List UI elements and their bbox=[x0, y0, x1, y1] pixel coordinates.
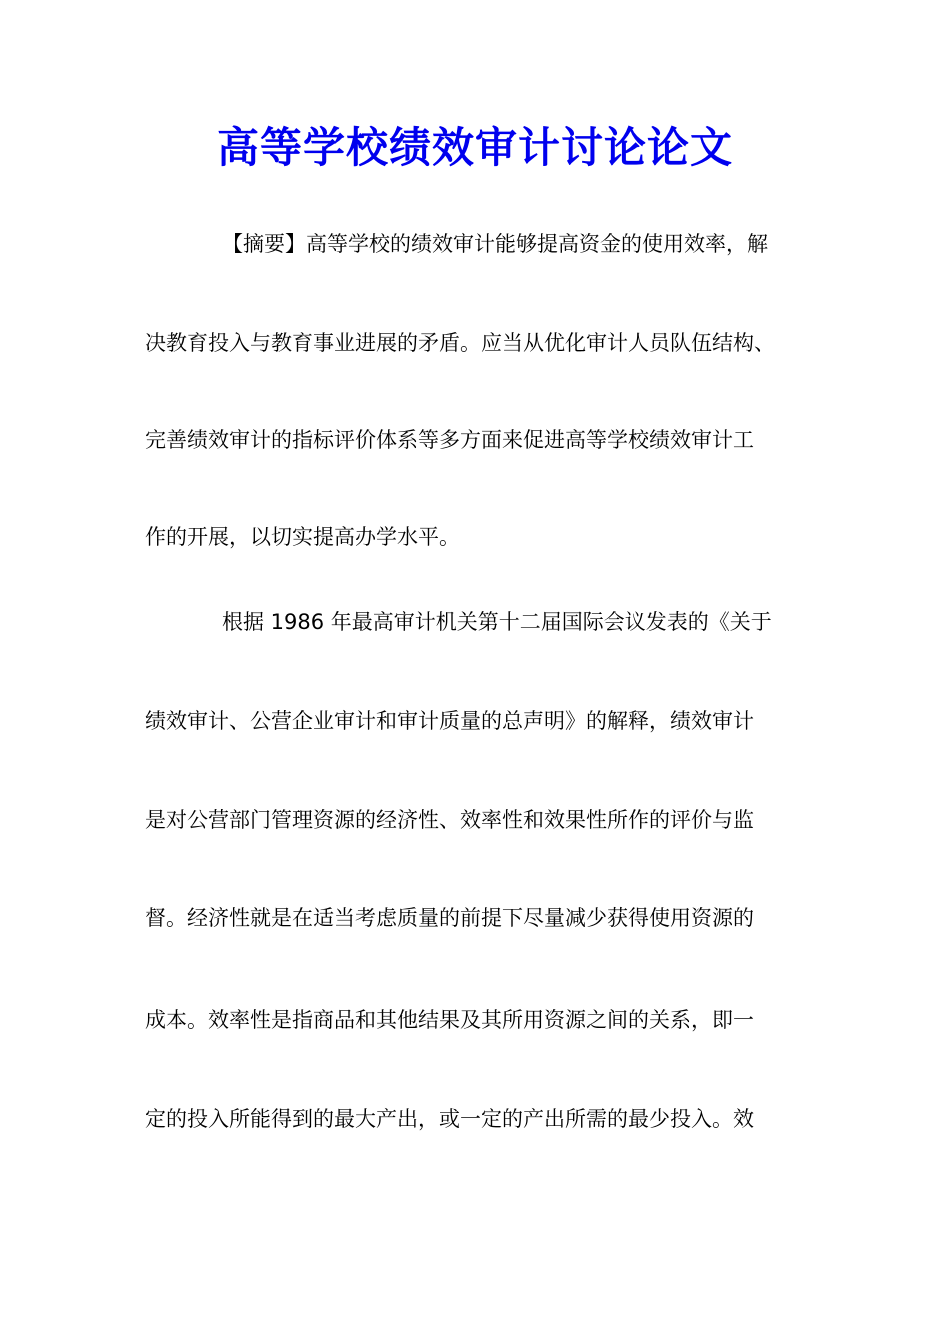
body-line-3: 是对公营部门管理资源的经济性、效率性和效果性所作的评价与监 bbox=[145, 808, 754, 832]
body-line-2: 绩效审计、公营企业审计和审计质量的总声明》的解释，绩效审计 bbox=[145, 709, 754, 733]
body-line-6: 定的投入所能得到的最大产出，或一定的产出所需的最少投入。效 bbox=[145, 1107, 754, 1131]
body-line-5: 成本。效率性是指商品和其他结果及其所用资源之间的关系，即一 bbox=[145, 1008, 754, 1032]
body-line-1: 根据 1986 年最高审计机关第十二届国际会议发表的《关于 bbox=[222, 610, 772, 634]
abstract-line-3: 完善绩效审计的指标评价体系等多方面来促进高等学校绩效审计工 bbox=[145, 428, 754, 452]
abstract-line-1: 【摘要】高等学校的绩效审计能够提高资金的使用效率，解 bbox=[222, 232, 768, 256]
abstract-line-4: 作的开展，以切实提高办学水平。 bbox=[145, 525, 460, 549]
document-title: 高等学校绩效审计讨论论文 bbox=[216, 123, 733, 172]
body-line-4: 督。经济性就是在适当考虑质量的前提下尽量减少获得使用资源的 bbox=[145, 906, 754, 930]
abstract-line-2: 决教育投入与教育事业进展的矛盾。应当从优化审计人员队伍结构、 bbox=[145, 331, 775, 355]
